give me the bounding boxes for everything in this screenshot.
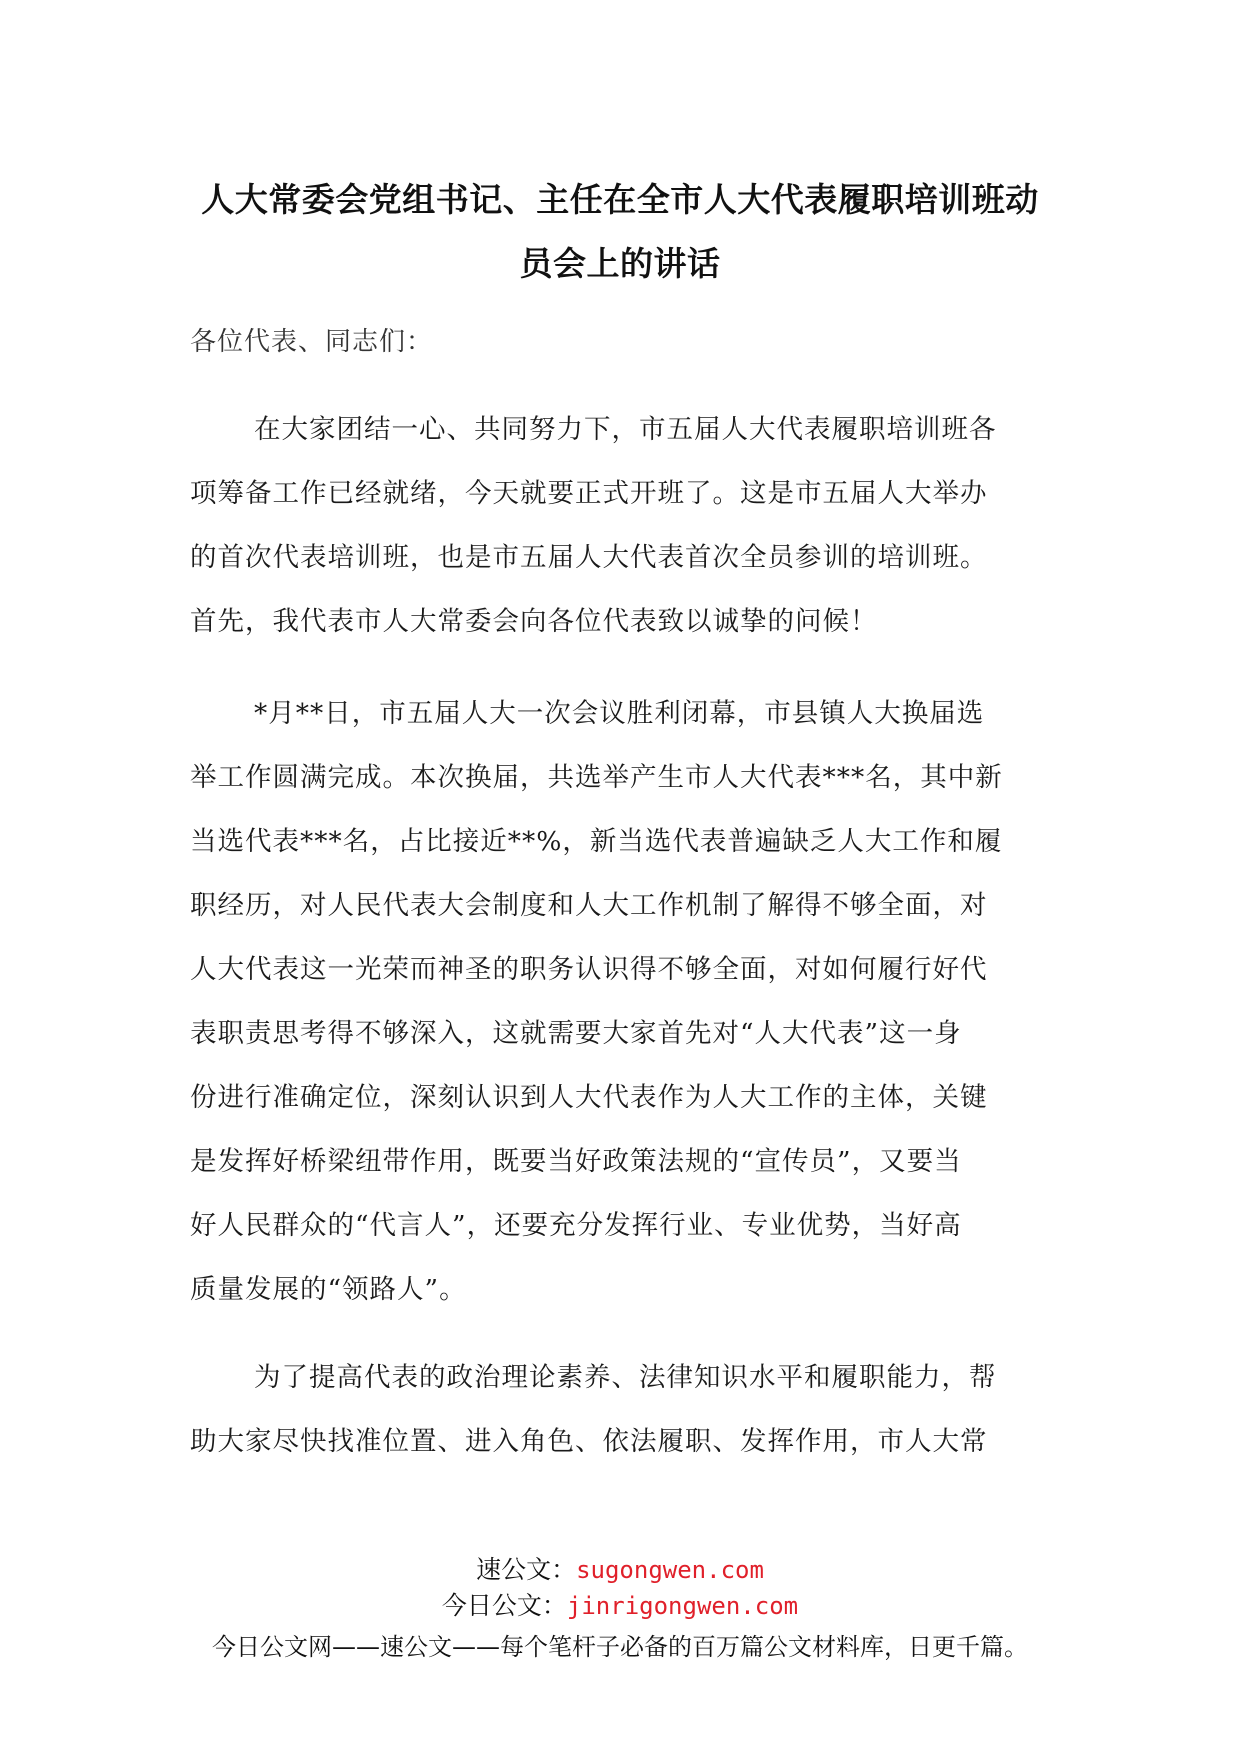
footer-label-sugongwen: 速公文： <box>476 1555 577 1584</box>
title-line-1: 人大常委会党组书记、主任在全市人大代表履职培训班动 <box>201 180 1039 219</box>
paragraph-line: *月**日，市五届人大一次会议胜利闭幕，市县镇人大换届选 <box>254 698 985 729</box>
footer-tagline: 今日公文网——速公文——每个笔杆子必备的百万篇公文材料库，日更千篇。 <box>212 1633 1028 1661</box>
paragraph-line: 的首次代表培训班，也是市五届人大代表首次全员参训的培训班。 <box>190 542 988 573</box>
paragraph-line: 在大家团结一心、共同努力下，市五届人大代表履职培训班各 <box>254 414 997 445</box>
paragraph-line: 职经历，对人民代表大会制度和人大工作机制了解得不够全面，对 <box>190 890 988 921</box>
paragraph-line: 当选代表***名，占比接近**%，新当选代表普遍缺乏人大工作和履 <box>190 826 1003 857</box>
paragraph-line: 份进行准确定位，深刻认识到人大代表作为人大工作的主体，关键 <box>190 1082 988 1113</box>
paragraph-line: 为了提高代表的政治理论素养、法律知识水平和履职能力，帮 <box>254 1362 997 1393</box>
document-title <box>190 168 1050 296</box>
paragraph-line: 质量发展的“领路人”。 <box>190 1274 467 1305</box>
footer-link-sugongwen[interactable]: sugongwen.com <box>576 1556 764 1584</box>
paragraph-2 <box>190 682 1050 1322</box>
paragraph-line: 表职责思考得不够深入，这就需要大家首先对“人大代表”这一身 <box>190 1018 962 1049</box>
paragraph-line: 人大代表这一光荣而神圣的职务认识得不够全面，对如何履行好代 <box>190 954 988 985</box>
title-line-2: 员会上的讲话 <box>519 244 721 283</box>
footer-label-jinrigongwen: 今日公文： <box>441 1591 567 1620</box>
footer-sugongwen <box>0 1553 1240 1587</box>
paragraph-1 <box>190 398 1050 654</box>
paragraph-line: 项筹备工作已经就绪，今天就要正式开班了。这是市五届人大举办 <box>190 478 988 509</box>
footer-link-jinrigongwen[interactable]: jinrigongwen.com <box>566 1592 799 1620</box>
paragraph-3 <box>190 1346 1050 1474</box>
paragraph-line: 好人民群众的“代言人”，还要充分发挥行业、专业优势，当好高 <box>190 1210 962 1241</box>
paragraph-line: 助大家尽快找准位置、进入角色、依法履职、发挥作用，市人大常 <box>190 1426 988 1457</box>
footer-jinrigongwen <box>0 1589 1240 1623</box>
salutation: 各位代表、同志们： <box>190 327 434 357</box>
paragraph-line: 举工作圆满完成。本次换届，共选举产生市人大代表***名，其中新 <box>190 762 1003 793</box>
paragraph-line: 是发挥好桥梁纽带作用，既要当好政策法规的“宣传员”，又要当 <box>190 1146 962 1177</box>
paragraph-line: 首先，我代表市人大常委会向各位代表致以诚挚的问候！ <box>190 606 878 637</box>
